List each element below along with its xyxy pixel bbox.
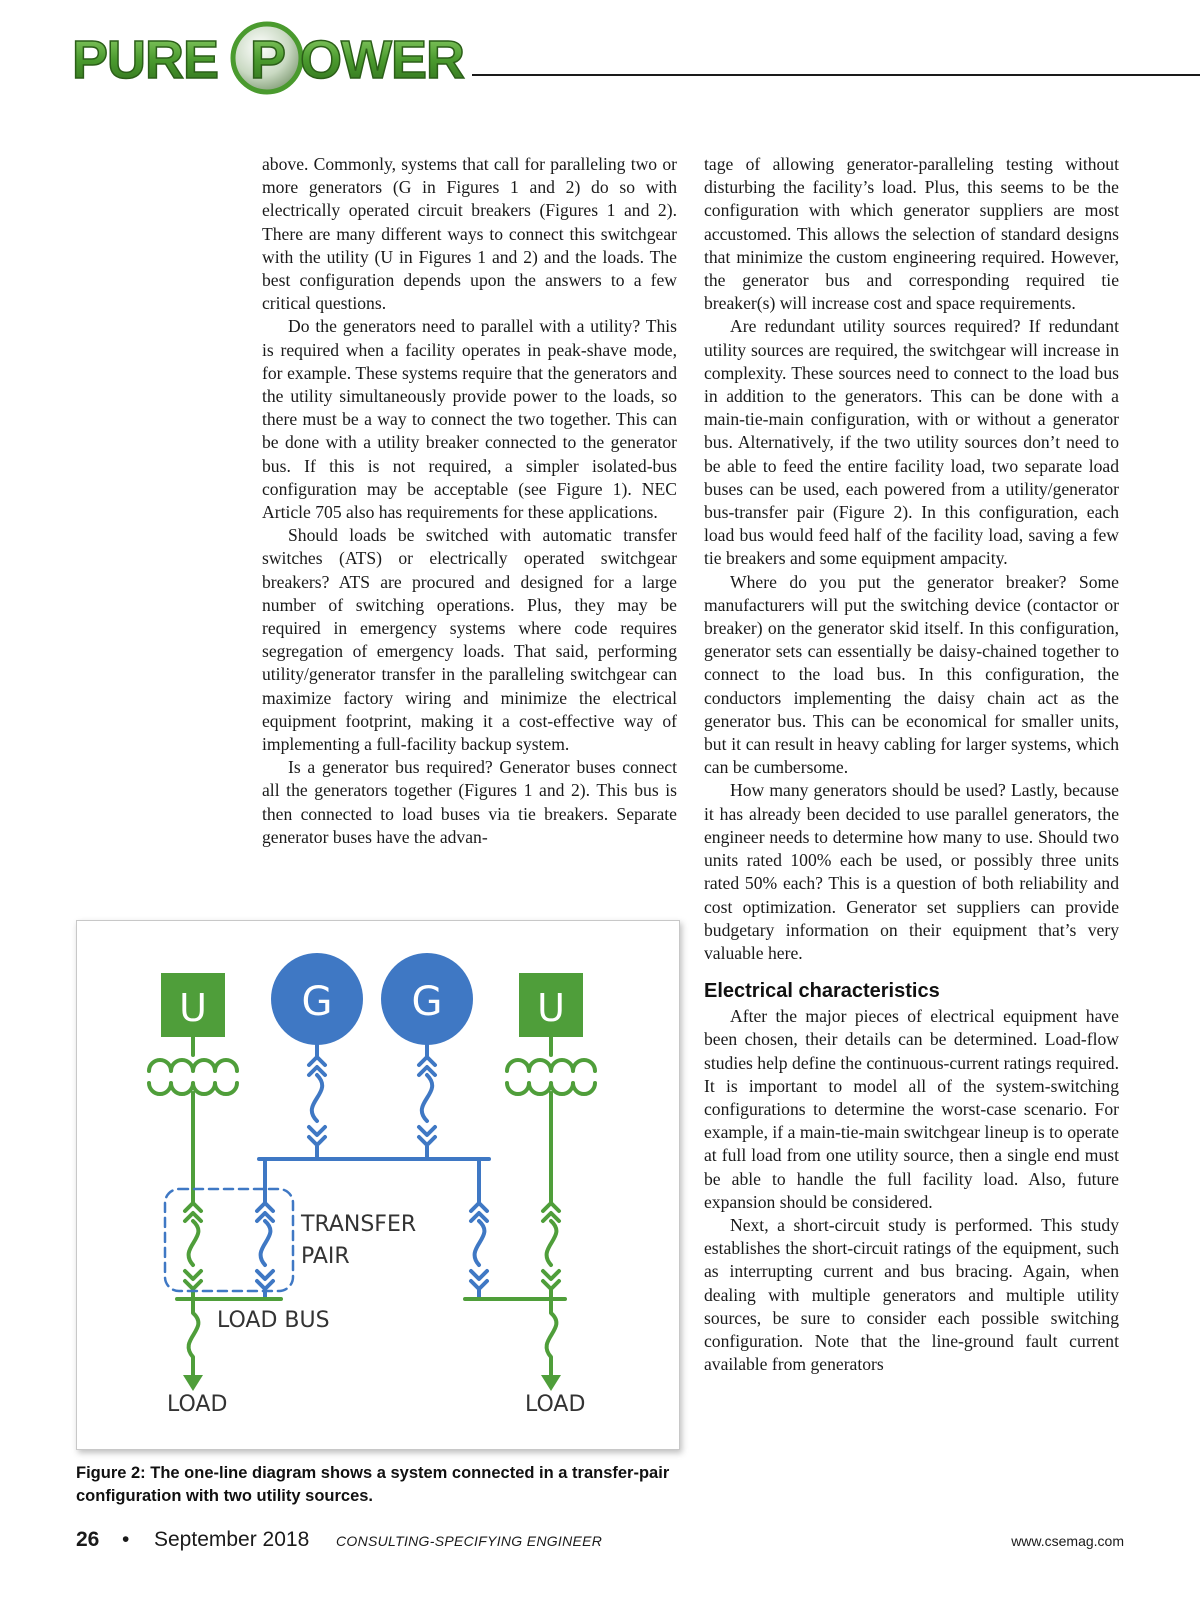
load-label-left: LOAD (167, 1392, 228, 1417)
paragraph: above. Commonly, systems that call for paralleling two or more generators (G in Figures 1 and 2) do so with electrically operated circuit breakers (Figures 1 and 2). There are many different ways to connect this switchgear with the utility (U in Figures 1 and 2) and the loads. The best configuration depends upon the answers to a few critical questions. (262, 154, 677, 314)
transfer-label-2: PAIR (301, 1244, 350, 1269)
svg-text:PURE: PURE (72, 30, 219, 90)
generator-breaker-left (309, 1045, 325, 1159)
publication-name: CONSULTING-SPECIFYING ENGINEER (336, 1533, 603, 1549)
left-column (262, 153, 677, 849)
section-heading: Electrical characteristics (704, 980, 940, 1003)
generator-label-right: G (411, 979, 443, 1025)
figure-2-diagram (76, 920, 680, 1450)
load-label-right: LOAD (525, 1392, 586, 1417)
load-arrow-left (183, 1375, 203, 1391)
load-feeder-right (547, 1299, 557, 1377)
figure-caption: Figure 2: The one-line diagram shows a system connected in a transfer-pair configuration with two utility sources. (76, 1464, 670, 1505)
utility-label-left: U (179, 986, 207, 1030)
website-url[interactable]: www.csemag.com (1011, 1533, 1124, 1549)
transfer-pair-outline (165, 1189, 293, 1291)
generator-label-left: G (301, 979, 333, 1025)
transfer-label-1: TRANSFER (301, 1212, 417, 1237)
paragraph: Are redundant utility sources required? If redundant utility sources are required, the switchgear will increase in complexity. These sources need to connect to the load bus in addition to the generators. This can be done with a main-tie-main configuration, with or without a generator bus. Alternatively, if the two utility sources don’t need to be able to feed the entire facility load, two separate load buses can be used, each powered from a utility/generator bus-transfer pair (Figure 2). In this configuration, each load bus would feed half of the facility load, saving a few tie breakers and some equipment ampacity. (704, 316, 1119, 569)
page-footer (76, 1528, 1124, 1558)
svg-text:P: P (250, 30, 287, 90)
tie-breaker-left (257, 1159, 273, 1299)
load-bus-label: LOAD BUS (217, 1308, 330, 1333)
one-line-diagram (77, 921, 679, 1449)
paragraph: After the major pieces of electrical equipment have been chosen, their details can be determined. Load-flow studies help define the continuous-current ratings required. It is important to model all of the system-switching configurations to determine the worst-case scenario. For example, if a main-tie-main switchgear lineup is to operate at full load from one utility source, then a single end must be able to handle the full facility load. Also, future expansion should be considered. (704, 1006, 1119, 1212)
load-feeder-left (189, 1299, 199, 1377)
svg-text:OWER: OWER (300, 30, 464, 90)
page-number: 26 (76, 1528, 100, 1551)
paragraph: How many generators should be used? Lastly, because it has already been decided to use parallel generators, the engineer needs to determine how many to use. Should two units rated 100% each be used, or possibly three units rated 50% each? This is a question of both reliability and cost optimization. Generator set suppliers can provide budgetary information on their equipment that’s very valuable here. (704, 780, 1119, 963)
transformer-right (507, 1037, 595, 1203)
paragraph: Is a generator bus required? Generator buses connect all the generators together (Figures 1 and 2). This bus is then connected to load buses via tie breakers. Separate generator buses have the advan- (262, 757, 677, 847)
paragraph: Where do you put the generator breaker? Some manufacturers will put the switching device (contactor or breaker) on the generator skid itself. In this configuration, generator sets can essentially be daisy-chained together to connect to the load bus. In this configuration, the conductors implementing the daisy chain act as the generator bus. This can be economical for smaller units, but it can result in heavy cabling for larger systems, which can be cumbersome. (704, 571, 1119, 778)
generator-breaker-right (419, 1045, 435, 1159)
issue-date: September 2018 (154, 1528, 310, 1551)
utility-label-right: U (537, 986, 565, 1030)
footer-bullet: • (122, 1528, 130, 1551)
paragraph: Do the generators need to parallel with a utility? This is required when a facility operates in peak-shave mode, for example. These systems require that the generators and the utility simultaneously provide power to the loads, so there must be a way to connect the two together. This can be done with a utility breaker connected to the generator bus. If this is not required, a simpler isolated-bus configuration may be acceptable (see Figure 1). NEC Article 705 also has requirements for these applications. (262, 316, 677, 523)
utility-breaker-left (185, 1203, 201, 1299)
paragraph: Should loads be switched with automatic transfer switches (ATS) or electrically operated switchgear breakers? ATS are procured and designed for a large number of switching operations. Plus, they may be required in emergency systems where code requires segregation of emergency loads. That said, performing utility/generator transfer in the paralleling switchgear can maximize factory wiring and minimize the electrical equipment footprint, making it a cost-effective way of implementing a full-facility backup system. (262, 525, 677, 755)
masthead-rule (472, 74, 1200, 76)
pure-power-logo (72, 18, 472, 98)
paragraph: Next, a short-circuit study is performed. This study establishes the short-circuit ratings of the equipment, such as interrupting current and bus bracing. Again, when dealing with multiple generators and multiple utility sources, be sure to consider each possible switching configuration. Note that the line-ground fault current available from generators (704, 1214, 1119, 1375)
paragraph: tage of allowing generator-paralleling testing without disturbing the facility’s load. Plus, this seems to be the configuration with which generator suppliers are most accustomed. This allows the selection of standard designs that minimize the custom engineering required. However, the generator bus and corresponding required tie breaker(s) will increase cost and space requirements. (704, 154, 1119, 314)
utility-breaker-right (543, 1203, 559, 1299)
transformer-left (149, 1037, 237, 1203)
load-arrow-right (541, 1375, 561, 1391)
right-column (704, 153, 1119, 1376)
masthead (72, 18, 1200, 98)
tie-breaker-right (471, 1159, 487, 1299)
